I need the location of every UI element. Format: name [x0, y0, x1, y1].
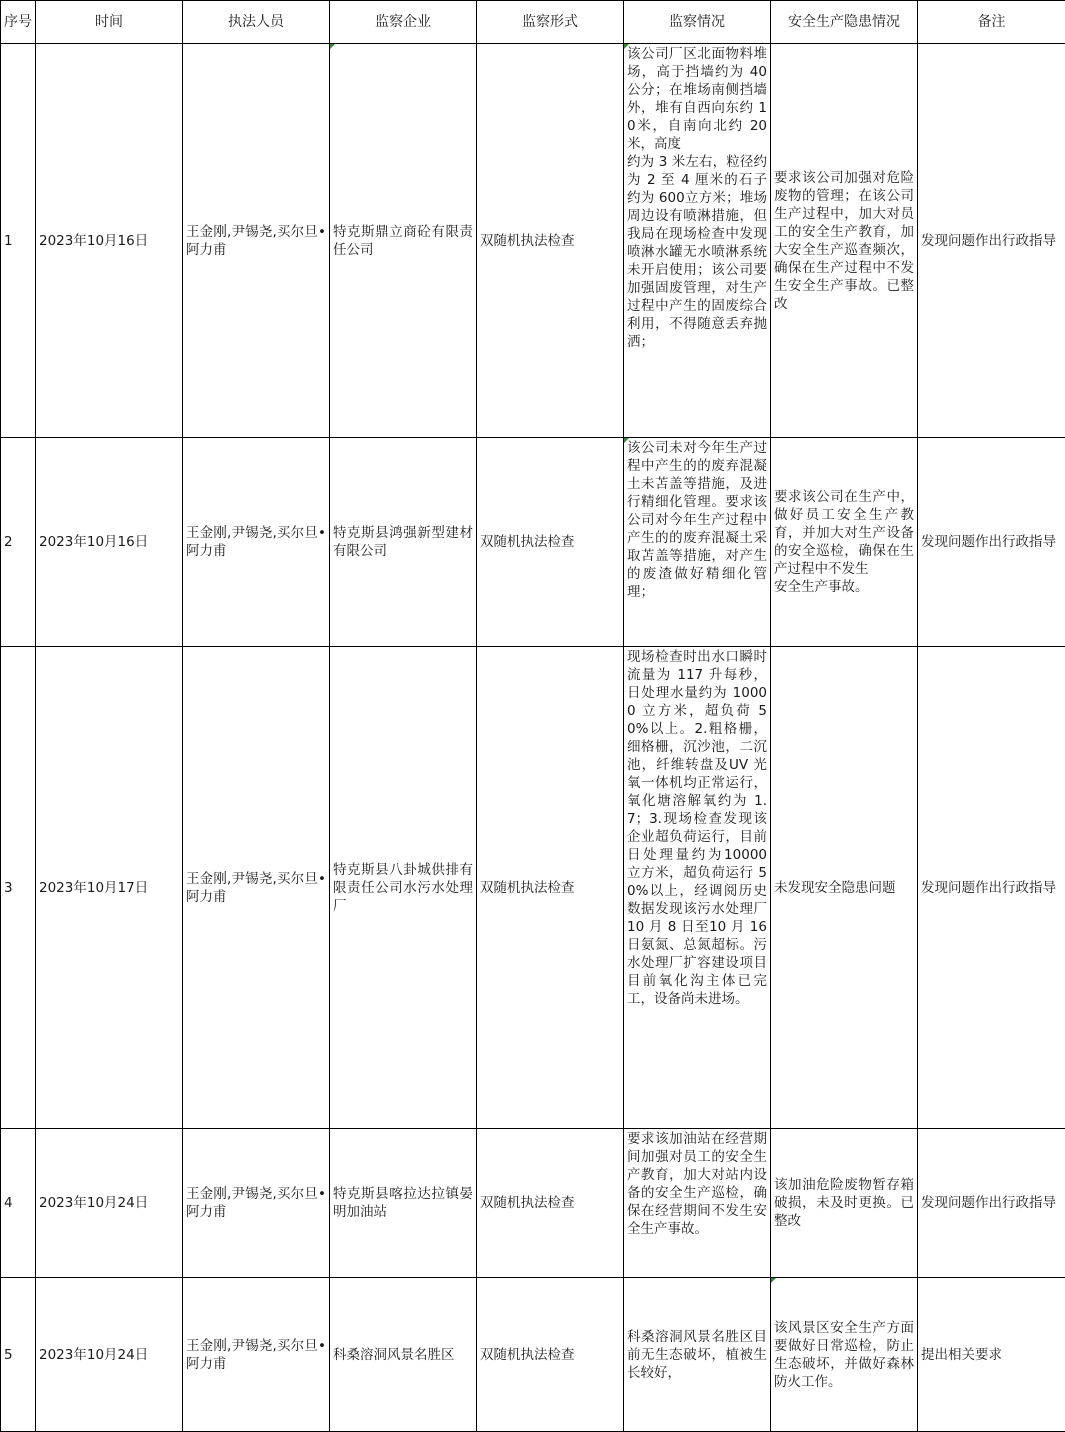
cell-company: 特克斯县喀拉达拉镇晏明加油站 — [330, 1129, 477, 1278]
cell-remark: 发现问题作出行政指导 — [918, 438, 1065, 647]
cell-condition: 要求该加油站在经营期间加强对员工的安全生产教育，加大对站内设备的安全生产巡检，确保在经营期间不发生安全生产事故。 — [624, 1129, 771, 1278]
header-form: 监察形式 — [477, 1, 624, 44]
cell-form: 双随机执法检查 — [477, 1278, 624, 1432]
cell-hazard: 未发现安全隐患问题 — [771, 647, 918, 1129]
cell-remark: 发现问题作出行政指导 — [918, 44, 1065, 438]
header-row — [1, 1, 1065, 44]
cell-time: 2023年10月17日 — [36, 647, 183, 1129]
cell-staff: 王金刚,尹锡尧,买尔旦•阿力甫 — [183, 44, 330, 438]
header-company: 监察企业 — [330, 1, 477, 44]
header-staff: 执法人员 — [183, 1, 330, 44]
cell-staff: 王金刚,尹锡尧,买尔旦•阿力甫 — [183, 647, 330, 1129]
cell-company: 特克斯县八卦城供排有限责任公司水污水处理厂 — [330, 647, 477, 1129]
cell-hazard: 该加油危险废物暂存箱破损，未及时更换。已整改 — [771, 1129, 918, 1278]
cell-time: 2023年10月16日 — [36, 438, 183, 647]
cell-no: 1 — [1, 44, 36, 438]
cell-hazard: 要求该公司加强对危险废物的管理；在该公司生产过程中，加大对员工的安全生产教育，加大安全生产巡查频次，确保在生产过程中不发生安全生产事故。已整改 — [771, 44, 918, 438]
table-row — [1, 1278, 1065, 1432]
header-no: 序号 — [1, 1, 36, 44]
cell-no: 3 — [1, 647, 36, 1129]
cell-form: 双随机执法检查 — [477, 647, 624, 1129]
cell-company: 特克斯鼎立商砼有限责任公司 — [330, 44, 477, 438]
cell-condition: 该公司未对今年生产过程中产生的的废弃混凝土未苫盖等措施，及进行精细化管理。要求该公司对今年生产过程中产生的的废弃混凝土采取苫盖等措施，对产生的废渣做好精细化管理； — [624, 438, 771, 647]
cell-no: 5 — [1, 1278, 36, 1432]
cell-time: 2023年10月24日 — [36, 1129, 183, 1278]
table-row — [1, 647, 1065, 1129]
cell-hazard: 要求该公司在生产中，做好员工安全生产教育，并加大对生产设备的安全巡检，确保在生产过程中不发生 安全生产事故。 — [771, 438, 918, 647]
header-remark: 备注 — [918, 1, 1065, 44]
cell-staff: 王金刚,尹锡尧,买尔旦•阿力甫 — [183, 438, 330, 647]
cell-form: 双随机执法检查 — [477, 438, 624, 647]
cell-company: 科桑溶洞风景名胜区 — [330, 1278, 477, 1432]
cell-remark: 提出相关要求 — [918, 1278, 1065, 1432]
cell-staff: 王金刚,尹锡尧,买尔旦•阿力甫 — [183, 1278, 330, 1432]
cell-staff: 王金刚,尹锡尧,买尔旦•阿力甫 — [183, 1129, 330, 1278]
cell-hazard: 该风景区安全生产方面要做好日常巡检，防止生态破坏，并做好森林防火工作。 — [771, 1278, 918, 1432]
table-row — [1, 1129, 1065, 1278]
cell-remark: 发现问题作出行政指导 — [918, 647, 1065, 1129]
cell-company: 特克斯县鸿强新型建材有限公司 — [330, 438, 477, 647]
cell-remark: 发现问题作出行政指导 — [918, 1129, 1065, 1278]
cell-no: 4 — [1, 1129, 36, 1278]
table-header — [1, 1, 1065, 44]
header-hazard: 安全生产隐患情况 — [771, 1, 918, 44]
cell-no: 2 — [1, 438, 36, 647]
cell-time: 2023年10月16日 — [36, 44, 183, 438]
table-row — [1, 438, 1065, 647]
header-condition: 监察情况 — [624, 1, 771, 44]
header-time: 时间 — [36, 1, 183, 44]
cell-form: 双随机执法检查 — [477, 1129, 624, 1278]
cell-condition: 该公司厂区北面物料堆场，高于挡墙约为 40 公分；在堆场南侧挡墙外，堆有自西向东约 10米，自南向北约 20米，高度 约为 3 米左右，粒径约为 2 至 4 厘米的石子约为 600立方米；堆场周边设有喷淋措施，但我局在现场检查中发现喷淋水罐无水喷淋系统未开启使用；该公司要加强固废管理，对生产过程中产生的固废综合利用，不得随意丢弃抛洒； — [624, 44, 771, 438]
cell-time: 2023年10月24日 — [36, 1278, 183, 1432]
table-row — [1, 44, 1065, 438]
cell-condition: 科桑溶洞风景名胜区目前无生态破坏，植被生长较好， — [624, 1278, 771, 1432]
cell-form: 双随机执法检查 — [477, 44, 624, 438]
cell-condition: 现场检查时出水口瞬时流量为 117 升每秒，日处理水量约为 10000 立方米，超负荷 50%以上。2.粗格栅，细格栅，沉沙池，二沉池，纤维转盘及UV 光氧一体机均正常运行，氧化塘溶解氧约为 1.7；3.现场检查发现该企业超负荷运行，目前日处理量约为10000 立方米，超负荷运行 50%以上，经调阅历史数据发现该污水处理厂 10 月 8 日至10 月 16日氨氮、总氮超标。污水处理厂扩容建设项目目前氧化沟主体已完工，设备尚未进场。 — [624, 647, 771, 1129]
